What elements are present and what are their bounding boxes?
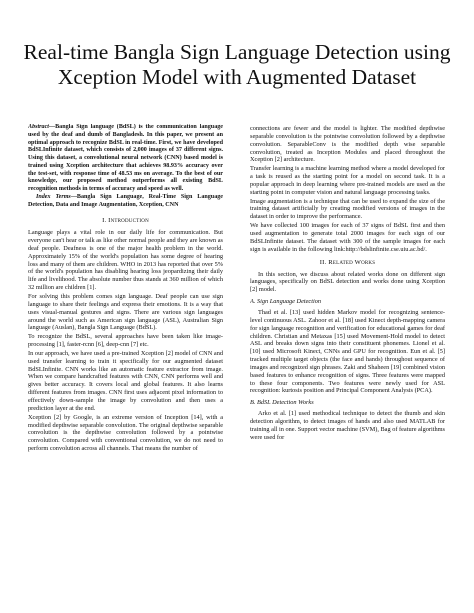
intro-paragraph-4: In our approach, we have used a pre-trained Xception [2] model of CNN and used transfer learning to train it specifically for our augmented dataset BdSLInfinite. CNN works like an automatic feature extractor from image. When we compare handcrafted features with CNN, CNN performs well and gives better accuracy. It covers local and global features. It also learns different features from images. CNN first uses adjacent pixel information to effectively down-sample the image by convolution and then uses a prediction layer at the end.	[28, 349, 223, 412]
section-heading-related-works: II. Related Works	[319, 258, 376, 266]
index-terms-text: —Bangla Sign Language, Real-Time Sign Language Detection, Data and Image Augmentation, Xception, CNN	[28, 193, 223, 208]
intro-paragraph-2: For solving this problem comes sign language. Deaf people can use sign language to share their feelings and express their emotions. It is a way that uses visual-manual gestures and signs. There are various sign languages around the world such as American sign language (ASL), Australian Sign language (Auslan), Bangla Sign Language (BdSL).	[28, 293, 223, 332]
left-column	[28, 124, 223, 600]
paper-title: Real-time Bangla Sign Language Detection using Xception Model with Augmented Dataset	[23, 40, 451, 89]
subsection-heading-bdsl-detection: B. BdSL Detection Works	[250, 399, 314, 407]
section-heading-introduction: I. Introduction	[102, 217, 149, 225]
index-terms-lead: Index Terms	[36, 193, 71, 200]
abstract-text: —Bangla Sign language (BdSL) is the communication language used by the deaf and dumb of Bangladesh. In this paper, we present an optimal approach to recognize BdSL in real-time. First, we have developed BdSLInfinite dataset, which consists of 2,000 images of 37 different signs. Using this dataset, a convolutional neural network (CNN) based model is trained using Xception architecture that achieves 98.93% accuracy over the test-set, with response time of 48.53 ms on average. To the best of our knowledge, our proposed method outperforms all existing BdSL recognition methods in terms of accuracy and speed as well.	[28, 124, 223, 192]
body-paragraph-1: connections are fewer and the model is lighter. The modified depthwise separable convolution is the pointwise convolution followed by a depthwise convolution. SeparableConv is the modified depth wise separable convolution, treated as Inception Modules and placed throughout the Xception [2] architecture.	[250, 125, 445, 164]
abstract	[28, 124, 223, 194]
right-column	[250, 125, 445, 601]
intro-paragraph-3: To recognize the BdSL, several approaches have been taken like image-processing [1], faster-rcnn [6], deep-cnn [7] etc.	[28, 333, 223, 349]
sign-language-detection-paragraph: Thad et al. [13] used hidden Markov model for recognizing sentence-level continuous ASL. Zahoor et al. [18] used Kinect depth-mapping camera for sign language recognition and verification for educational games for deaf children. Christian and Metaxas [15] used Movement-Hold model to detect ASL and breaks down signs into their constituent phonemes. Lionel et al. [10] used Microsoft Kinect, CNNs and GPU for recognition. Eun et al. [5] tracked multiple target objects (the face and hands) throughout sequence of images and recognized sign phrases. Zaki and Shaheen [19] combined vision based features to enhance recognition of signs. Three features were mapped to these four components. Two features were newly used for ASL recognition: kurtosis position and Principal Component Analysis (PCA).	[250, 309, 445, 395]
subsection-heading-sign-language-detection: A. Sign Language Detection	[250, 298, 322, 306]
body-paragraph-2: Transfer learning is a machine learning method where a model developed for a task is reused as the starting point for a model on second task. It is a popular approach in deep learning where pre-trained models are used as the starting point in computer vision and natural language processing tasks.	[250, 165, 445, 196]
index-terms	[28, 194, 223, 210]
bdsl-detection-paragraph: Arko et al. [1] used methodical technique to detect the thumb and skin detection algorithm, to detect images of hands and also used MATLAB for training all in one. Support vector machine (SVM), Bag of feature algorithms were used for	[250, 410, 445, 441]
body-paragraph-4: We have collected 100 images for each of 37 signs of BdSL first and then used augmentation to generate total 2000 images for each sign of our BdSLInfinite dataset. The dataset with 300 of the sample images for each sign is available in the following link:http://bdslinfinite.cse.uiu.ac.bd/.	[250, 222, 445, 253]
related-works-intro: In this section, we discuss about related works done on different sign languages, specifically on BdSL detection and works done using Xception [2] model.	[250, 270, 445, 294]
body-paragraph-3: Image augmentation is a technique that can be used to expand the size of the training dataset artificially by creating modified versions of images in the dataset in order to improve the performance.	[250, 197, 445, 221]
intro-paragraph-5: Xception [2] by Google, is an extreme version of Inception [14], with a modified depthwise separable convolution. The original depthwise separable convolution is the depthwise convolution followed by a pointwise convolution. Compared with conventional convolution, we do not need to perform convolution across all channels. That means the number of	[28, 413, 223, 453]
intro-paragraph-1: Language plays a vital role in our daily life for communication. But everyone can't hear or talk as like other normal people and they are known as deaf people. Deafness is one of the major health problem in the world. Approximately 15% of the world's population has some degree of hearing loss and many of them are children. WHO in 2013 has reported that over 5% of the world's population has disabling hearing loss jeopardizing their daily life and livelihood. The absolute number thus stands at 360 million of which 32 million are children [1].	[28, 229, 223, 292]
abstract-lead: Abstract	[28, 124, 49, 130]
